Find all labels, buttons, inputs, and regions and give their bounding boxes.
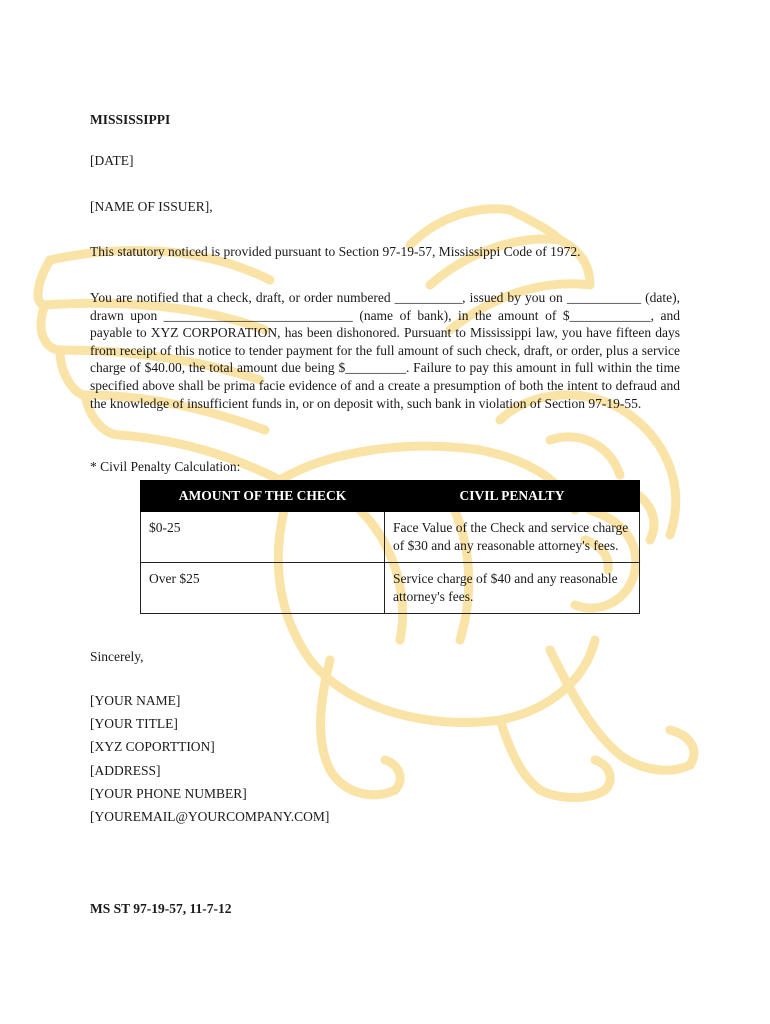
signature-email: [YOUREMAIL@YOURCOMPANY.COM] — [90, 808, 330, 824]
notice-body-paragraph: You are notified that a check, draft, or order numbered __________, issued by you on ___________ (date), drawn upon ____________________________ (name of bank), in the amount of $____________, and payable to XYZ CORPORATION, has been dishonored. Pursuant to Mississippi law, you have fifteen days from receipt of this notice to tender payment for the full amount of such check, draft, or order, plus a service charge of $40.00, the total amount due being $_________. Failure to pay this amount in full within the time specified above shall be prima facie evidence of and a create a presumption of both the intent to defraud and the knowledge of insufficient funds in, or on deposit with, such bank in violation of Section 97-19-55. — [90, 290, 680, 411]
signature-name: [YOUR NAME] — [90, 693, 181, 708]
footer-citation: MS ST 97-19-57, 11-7-12 — [90, 901, 232, 916]
table-row — [141, 512, 640, 563]
state-heading: MISSISSIPPI — [90, 112, 171, 127]
civil-penalty-table — [140, 480, 640, 614]
signature-address: [ADDRESS] — [90, 762, 161, 778]
table-cell-amount: $0-25 — [141, 512, 385, 563]
table-cell-penalty: Face Value of the Check and service charge of $30 and any reasonable attorney's fees. — [385, 512, 640, 563]
signature-phone: [YOUR PHONE NUMBER] — [90, 785, 247, 801]
closing: Sincerely, — [90, 649, 144, 664]
table-cell-penalty: Service charge of $40 and any reasonable attorney's fees. — [385, 563, 640, 614]
date-placeholder: [DATE] — [90, 153, 134, 168]
signature-block — [90, 689, 329, 828]
table-cell-amount: Over $25 — [141, 563, 385, 614]
issuer-placeholder: [NAME OF ISSUER], — [90, 199, 213, 214]
signature-title: [YOUR TITLE] — [90, 716, 178, 732]
intro-paragraph: This statutory noticed is provided pursuant to Section 97-19-57, Mississippi Code of 1972. — [90, 244, 581, 259]
penalty-caption: * Civil Penalty Calculation: — [90, 459, 241, 474]
table-header-row — [141, 481, 640, 512]
table-row — [141, 563, 640, 614]
header-civil-penalty: CIVIL PENALTY — [385, 481, 640, 512]
signature-company: [XYZ COPORTTION] — [90, 739, 215, 755]
header-amount-of-check: AMOUNT OF THE CHECK — [141, 481, 385, 512]
